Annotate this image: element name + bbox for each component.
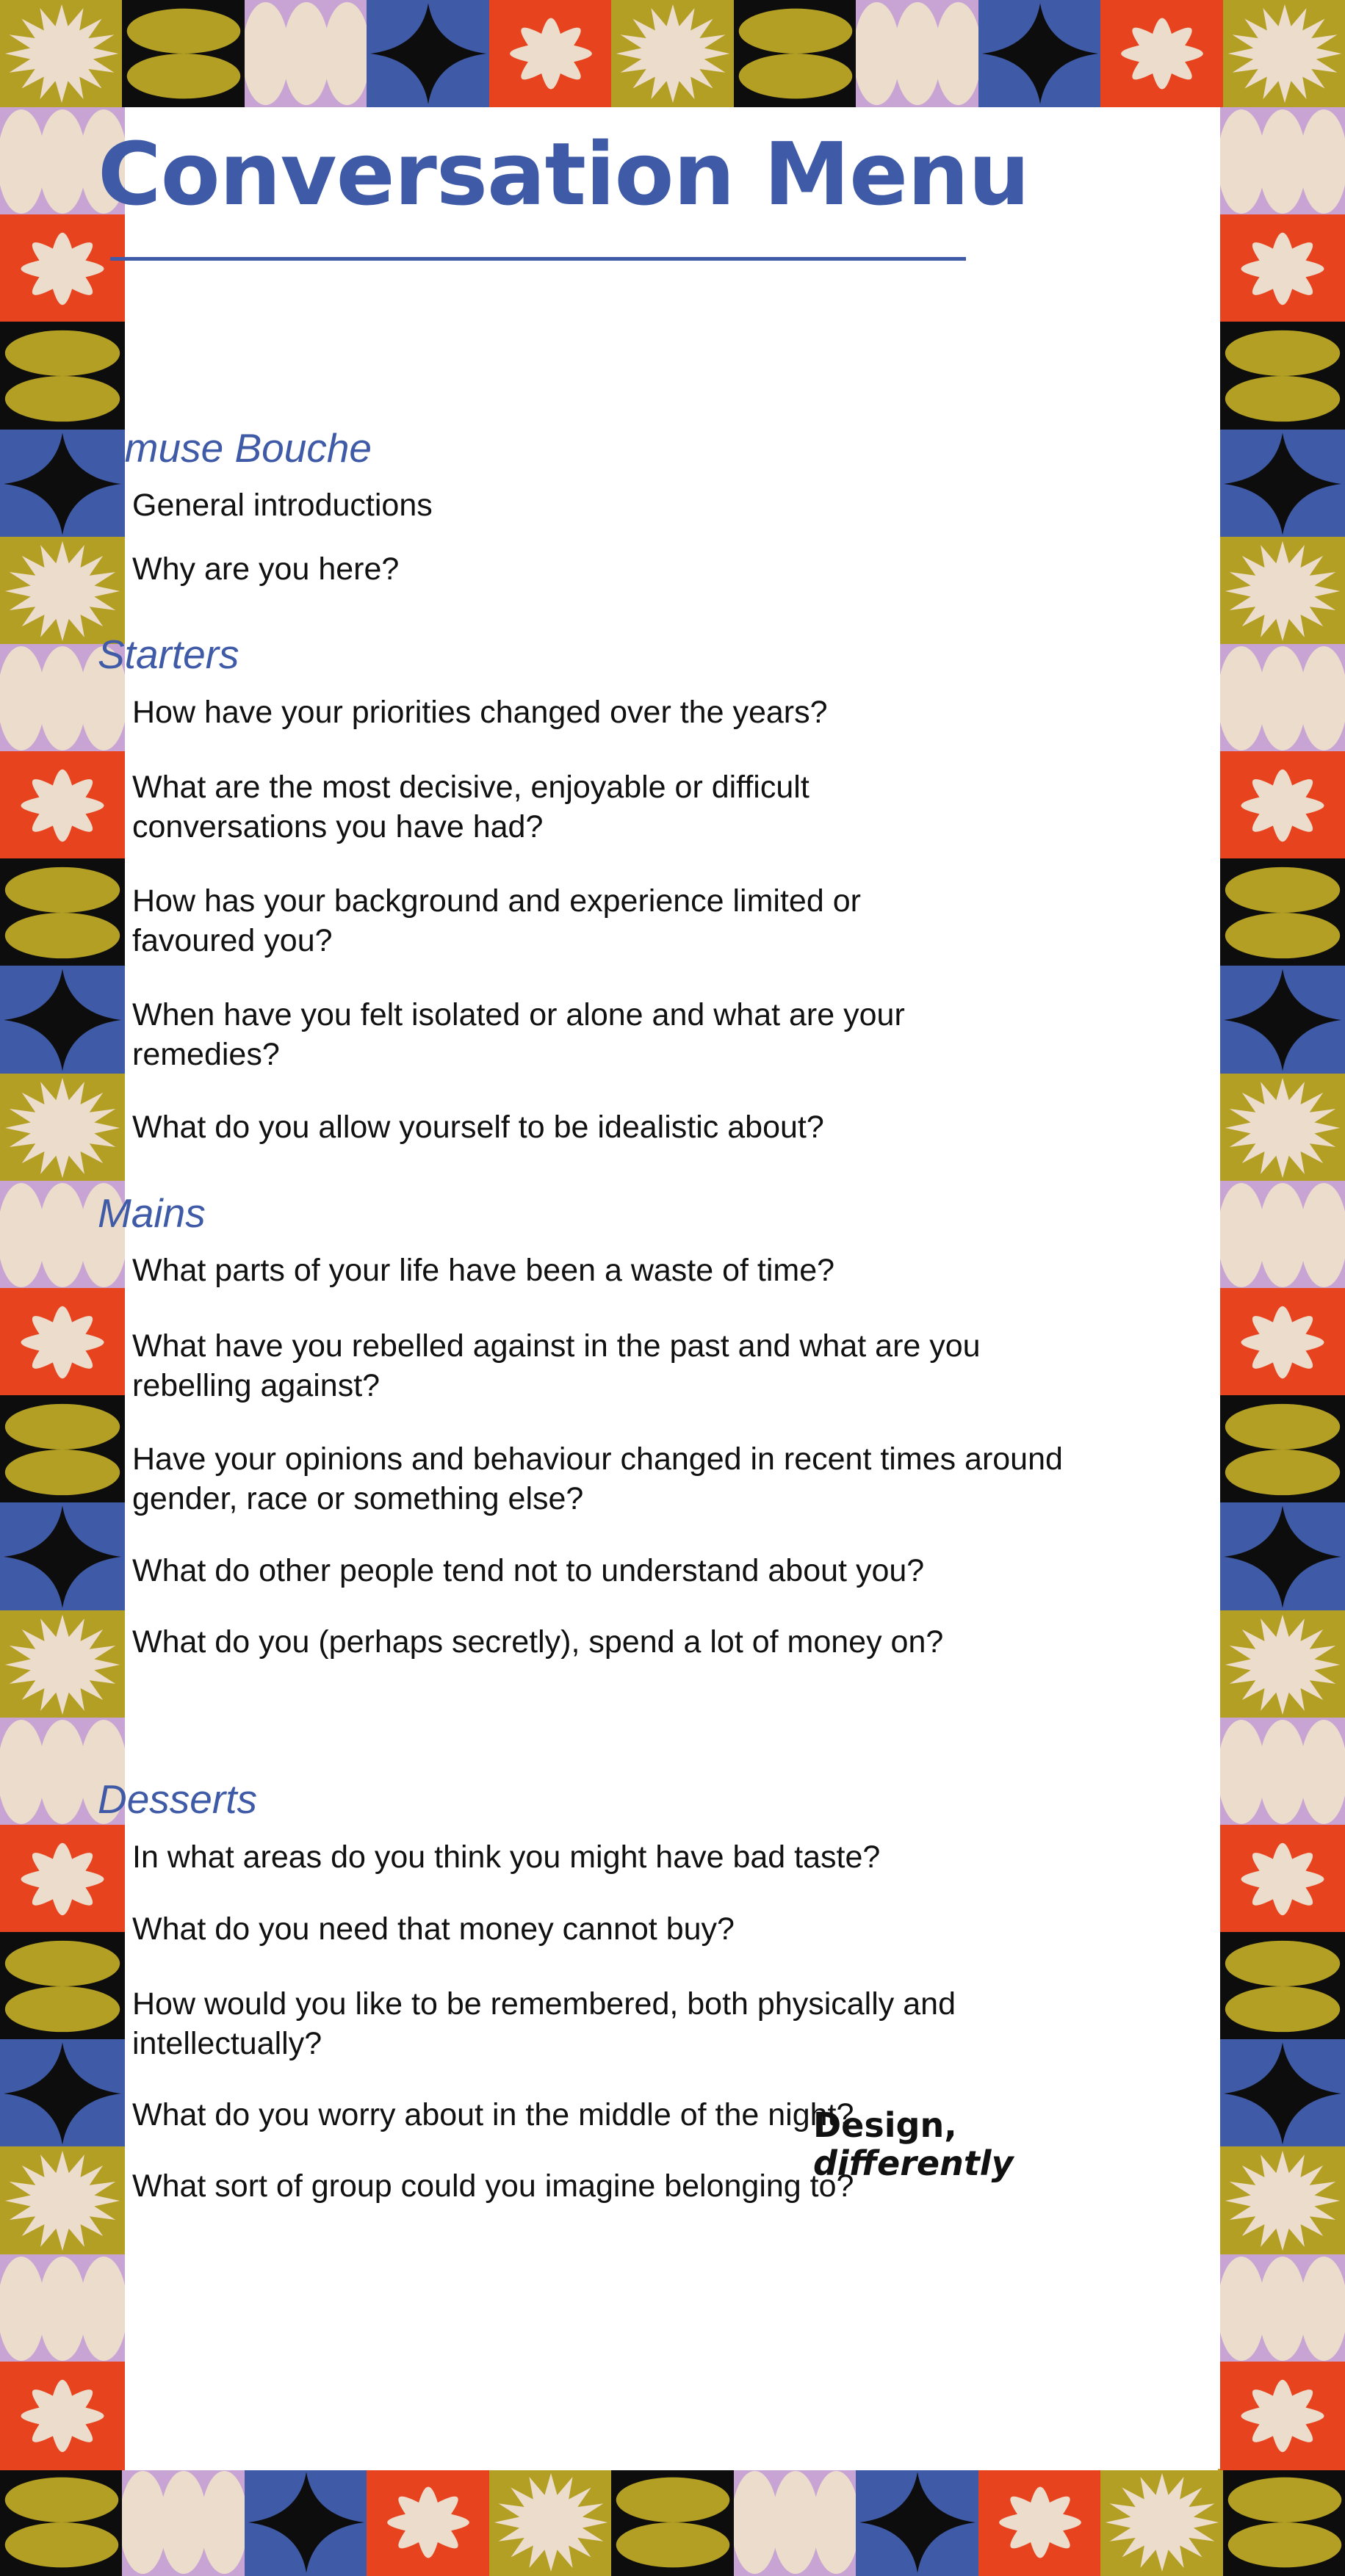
- starburst-tile: [611, 0, 735, 107]
- flower-tile: [0, 2362, 125, 2470]
- starburst-tile: [0, 1074, 125, 1182]
- ovals-tile: [0, 858, 125, 967]
- ovals-tile: [0, 322, 125, 430]
- menu-item: Have your opinions and behaviour changed in recent times around gender, race or something else?: [132, 1441, 1063, 1516]
- section-heading-desserts: Desserts: [98, 1776, 257, 1822]
- bulbs-tile: [856, 0, 979, 107]
- starburst-tile: [0, 2146, 125, 2255]
- menu-item: What parts of your life have been a waste of time?: [132, 1253, 835, 1288]
- starburst-tile: [1100, 2469, 1224, 2576]
- flower-tile: [0, 751, 125, 860]
- starburst-tile: [0, 1610, 125, 1719]
- menu-item: What are the most decisive, enjoyable or difficult conversations you have had?: [132, 770, 809, 844]
- menu-item: What do you (perhaps secretly), spend a lot of money on?: [132, 1624, 944, 1660]
- flower-tile: [1100, 0, 1224, 107]
- ovals-tile: [1220, 1932, 1345, 2041]
- flower-tile: [978, 2469, 1102, 2576]
- four-point-star-tile: [367, 0, 490, 107]
- section-heading-starters: Starters: [98, 632, 239, 677]
- ovals-tile: [0, 1395, 125, 1504]
- brand-line-1: Design,: [813, 2105, 957, 2145]
- bulbs-tile: [1220, 1718, 1345, 1826]
- starburst-tile: [1220, 1074, 1345, 1182]
- bulbs-tile: [1220, 1181, 1345, 1289]
- bulbs-tile: [122, 2469, 245, 2576]
- bulbs-tile: [734, 2469, 857, 2576]
- flower-tile: [367, 2469, 490, 2576]
- ovals-tile: [0, 2469, 123, 2576]
- flower-tile: [489, 0, 613, 107]
- four-point-star-tile: [0, 1502, 125, 1611]
- flower-tile: [1220, 214, 1345, 323]
- flower-tile: [0, 1825, 125, 1933]
- bulbs-tile: [1220, 2254, 1345, 2363]
- menu-item: What do other people tend not to understand about you?: [132, 1553, 925, 1588]
- menu-item: How would you like to be remembered, both physically and intellectually?: [132, 1986, 956, 2061]
- four-point-star-tile: [245, 2469, 368, 2576]
- menu-item: When have you felt isolated or alone and what are your remedies?: [132, 997, 905, 1072]
- starburst-tile: [0, 0, 123, 107]
- title-divider: [110, 257, 966, 261]
- ovals-tile: [611, 2469, 735, 2576]
- menu-item: How has your background and experience limited or favoured you?: [132, 883, 861, 958]
- starburst-tile: [1223, 0, 1345, 107]
- brand-line-2: differently: [813, 2143, 1014, 2183]
- ovals-tile: [0, 1932, 125, 2041]
- section-heading-mains: Mains: [98, 1190, 206, 1236]
- ovals-tile: [122, 0, 245, 107]
- ovals-tile: [1223, 2469, 1345, 2576]
- starburst-tile: [1220, 1610, 1345, 1719]
- ovals-tile: [1220, 322, 1345, 430]
- menu-item: What do you allow yourself to be idealistic about?: [132, 1110, 824, 1145]
- menu-item: General introductions: [132, 488, 433, 523]
- ovals-tile: [1220, 858, 1345, 967]
- four-point-star-tile: [856, 2469, 979, 2576]
- menu-item: What sort of group could you imagine belonging to?: [132, 2168, 854, 2204]
- bulbs-tile: [1220, 107, 1345, 216]
- four-point-star-tile: [0, 2039, 125, 2148]
- bulbs-tile: [245, 0, 368, 107]
- menu-item: Why are you here?: [132, 551, 400, 587]
- four-point-star-tile: [1220, 2039, 1345, 2148]
- flower-tile: [1220, 751, 1345, 860]
- four-point-star-tile: [0, 966, 125, 1074]
- flower-tile: [0, 214, 125, 323]
- four-point-star-tile: [1220, 430, 1345, 538]
- four-point-star-tile: [1220, 1502, 1345, 1611]
- ovals-tile: [734, 0, 857, 107]
- menu-item: How have your priorities changed over the years?: [132, 695, 828, 730]
- starburst-tile: [489, 2469, 613, 2576]
- bulbs-tile: [1220, 644, 1345, 753]
- starburst-tile: [0, 537, 125, 645]
- page-title: Conversation Menu: [98, 123, 1030, 225]
- four-point-star-tile: [978, 0, 1102, 107]
- four-point-star-tile: [1220, 966, 1345, 1074]
- ovals-tile: [1220, 1395, 1345, 1504]
- flower-tile: [0, 1288, 125, 1397]
- flower-tile: [1220, 1288, 1345, 1397]
- menu-item: What have you rebelled against in the past and what are you rebelling against?: [132, 1328, 981, 1403]
- section-heading-amuse-bouche: Amuse Bouche: [98, 425, 372, 471]
- starburst-tile: [1220, 2146, 1345, 2255]
- bulbs-tile: [0, 2254, 125, 2363]
- flower-tile: [1220, 2362, 1345, 2470]
- menu-item: What do you need that money cannot buy?: [132, 1911, 735, 1947]
- brand-logo: [813, 2106, 1034, 2182]
- starburst-tile: [1220, 537, 1345, 645]
- menu-item: What do you worry about in the middle of the night?: [132, 2097, 854, 2132]
- flower-tile: [1220, 1825, 1345, 1933]
- menu-item: In what areas do you think you might have bad taste?: [132, 1839, 881, 1875]
